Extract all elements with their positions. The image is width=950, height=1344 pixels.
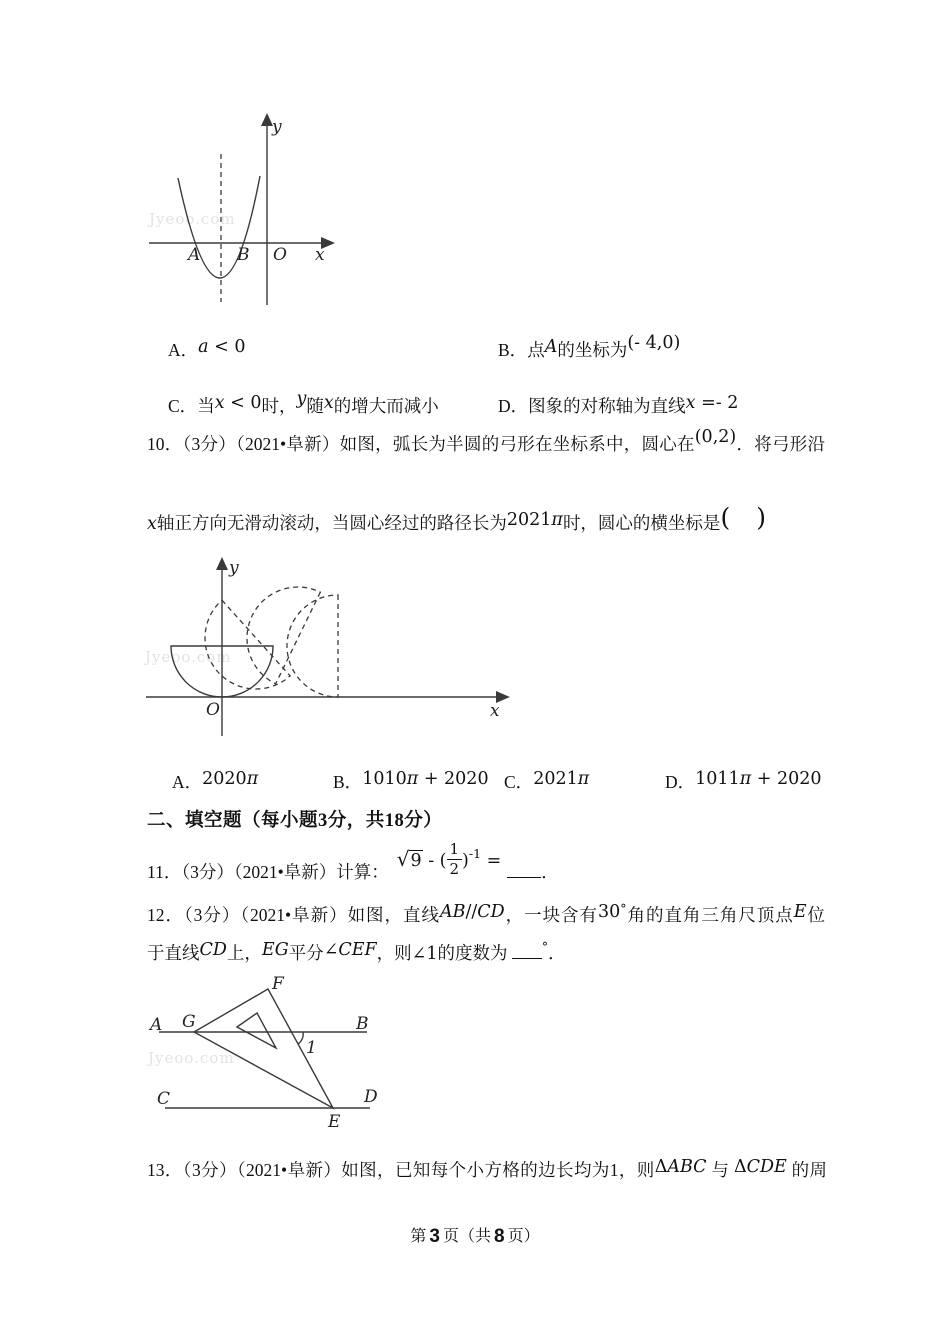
text-segment: 与 [706,1160,734,1180]
watermark: Jyeoo.com [145,648,232,666]
q9-option-c [168,389,439,420]
angle-1-label: 1 [306,1038,317,1058]
text-segment: 2021 [533,769,578,789]
point-b-label: B [356,1014,369,1034]
question-11 [147,838,559,894]
x-axis-label: x [490,701,500,721]
text-segment: 2021 [506,510,552,530]
text-segment: 图象的对称轴为直线 [528,396,686,416]
question-12-line-1 [147,903,825,929]
text-segment: ∠1 [411,944,438,964]
point-d-label: D [364,1087,378,1107]
text-segment: CEF [338,940,377,960]
text-segment: 时，圆心的横坐标是 [562,513,721,533]
text-segment: E [793,902,807,922]
text-segment: ) [756,503,766,532]
point-a-label: A [150,1015,163,1035]
text-segment: 的坐标为 [557,340,628,360]
text-segment: EG [261,940,289,960]
text-segment: ． [548,943,566,963]
radical-sign: √ [396,847,410,871]
angle-1-arc [298,1032,303,1044]
point-c-label: C [157,1089,171,1109]
text-segment: 1010 [362,769,407,789]
text-segment: π [739,769,752,789]
text-segment: 角的直角三角尺顶点 [626,905,794,925]
text-segment: ° [541,939,549,954]
question-12-line-2 [147,941,566,967]
q9-option-d [498,394,738,420]
text-segment: 位 [806,905,826,925]
radicand: 9 [410,851,422,871]
answer-blank [512,943,542,959]
text-segment: AB [439,902,466,922]
text-segment: 30 [598,902,621,922]
text-segment: 的周 [786,1160,828,1180]
text-segment: =- 2 [695,393,739,413]
q12-geometry-figure [145,975,385,1145]
y-axis-label: y [229,558,239,578]
text-segment: D． [665,772,696,792]
text-segment: ． [541,862,559,882]
text-segment: 第 [410,1228,427,1245]
text-segment: 点 [527,340,545,360]
q10-option-b [333,770,489,796]
page-footer [0,1222,950,1250]
text-segment: π [246,769,259,789]
answer-blank [507,862,541,878]
text-segment: x [147,514,157,534]
origin-label: O [206,700,220,720]
text-segment: 12．（3分）（2021•阜新）如图，直线 [147,905,440,925]
current-page-number: 3 [429,1226,440,1247]
text-segment: CD [477,902,505,922]
text-segment: 页） [507,1228,540,1245]
text-segment: π [551,510,563,530]
text-segment: a [198,337,209,357]
text-segment: < 0 [224,393,262,413]
total-page-number: 8 [494,1226,505,1247]
text-segment: 上， [226,943,262,963]
q11-formula: √9 - ( $\frac{1}{2}$ )$^{-1}$ = [396,840,502,878]
text-segment: 的增大而减小 [333,396,439,416]
text-segment: A [544,337,558,357]
text-segment: 的度数为 [437,943,512,963]
bow-shape-rolled-dashed-2 [230,570,321,684]
text-segment: x [214,393,225,413]
text-segment: 10．（3分）（2021•阜新）如图，弧长为半圆的弓形在坐标系中，圆心在 [147,434,695,454]
text-segment: ABC [667,1157,707,1177]
text-segment: ∠ [323,940,339,960]
q9-option-a [168,338,246,364]
text-segment: Δ [654,1157,668,1177]
text-segment: ° [620,901,627,916]
question-10-line-1 [147,427,826,458]
text-segment: A． [172,772,203,792]
origin-label: O [273,245,287,265]
q11-lead-text [147,862,389,882]
text-segment: 平分 [288,943,324,963]
set-square-inner-hole [237,1013,276,1048]
q10-option-d [665,770,822,796]
text-segment: ，一块含有 [504,905,598,925]
q11-answer-blank [507,862,559,882]
text-segment: C． [504,772,534,792]
watermark: Jyeoo.com [149,210,236,228]
y-axis-arrow [216,557,228,570]
text-segment: B． [498,340,528,360]
question-10-line-2 [147,503,766,539]
text-segment: x [323,393,334,413]
section-2-heading: 二、填空题（每小题3分，共18分） [147,811,443,831]
point-a-label: A [188,245,201,265]
question-13-line-1 [147,1158,827,1184]
text-segment: 轴正方向无滑动滚动，当圆心经过的路径长为 [156,513,507,533]
x-axis-label: x [315,245,325,265]
text-segment: 时， [261,396,297,416]
point-e-label: E [328,1112,341,1132]
point-g-label: G [182,1012,196,1032]
text-segment: π [406,769,419,789]
text-segment: Δ [734,1157,747,1177]
text-segment: 11．（3分）（2021•阜新）计算： [147,862,389,882]
text-segment: CDE [746,1157,787,1177]
text-segment: (- 4,0) [627,333,681,353]
text-segment: (0,2) [694,427,737,447]
watermark: Jyeoo.com [148,1049,235,1067]
q10-option-c [504,770,589,796]
text-segment: ，则 [376,943,412,963]
text-segment: x [685,393,696,413]
text-segment: ．将弓形沿 [736,434,826,454]
text-segment: CD [199,940,227,960]
point-f-label: F [272,974,284,994]
text-segment: ( [720,503,731,532]
text-segment: π [577,769,590,789]
q10-option-a [172,770,258,796]
text-segment: + 2020 [751,769,822,789]
text-segment: C． [168,396,198,416]
y-axis-label: y [272,117,282,137]
q10-rolling-figure [140,556,520,746]
text-segment: 随 [306,396,324,416]
bow-shape-rolled-dashed-3 [287,595,338,697]
text-segment: 2020 [202,769,247,789]
text-segment: 页（共 [442,1228,491,1245]
q9-option-b [498,333,681,364]
point-b-label: B [237,245,250,265]
text-segment: A． [168,340,199,360]
text-segment: + 2020 [418,769,489,789]
text-segment: // [465,902,478,922]
text-segment: B． [333,772,363,792]
text-segment: 当 [197,396,215,416]
text-segment: y [296,389,307,409]
text-segment: D． [498,396,529,416]
text-segment: < 0 [208,337,246,357]
fraction: $\frac{1}{2}$ [447,842,463,877]
text-segment: 13．（3分）（2021•阜新）如图，已知每个小方格的边长均为1，则 [147,1160,655,1180]
exponent: -1 [468,846,482,861]
q9-parabola-figure [145,112,345,312]
text-segment: 1011 [695,769,740,789]
text-segment: 于直线 [147,943,200,963]
